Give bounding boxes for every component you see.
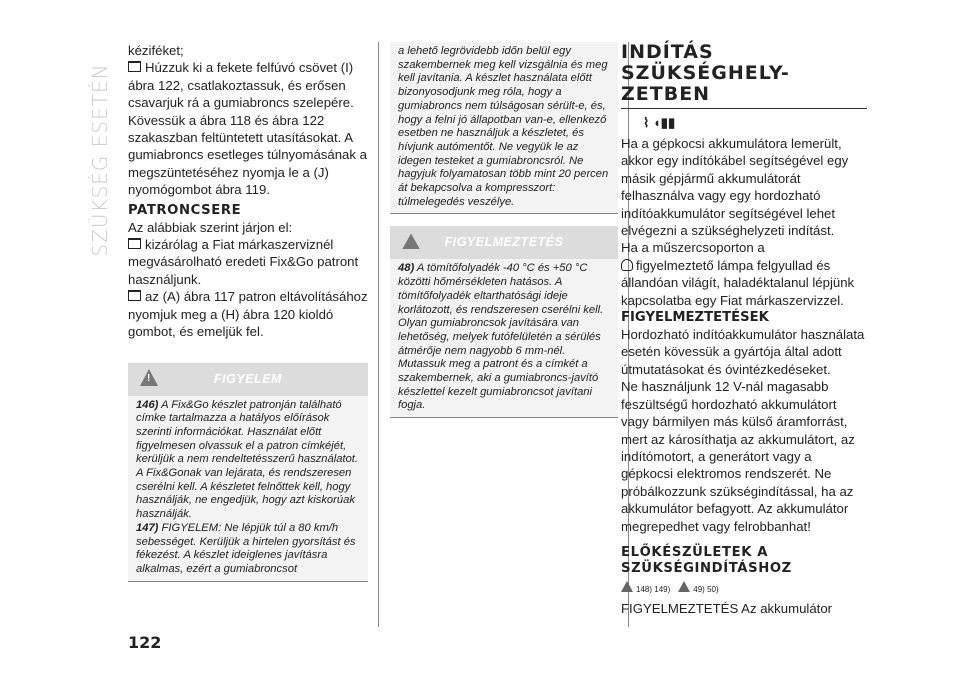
warning-triangle-icon [621,581,633,592]
section-heading: ELŐKÉSZÜLETEK A SZÜKSÉGINDÍTÁSHOZ [621,544,792,576]
bullet-icon [128,61,141,72]
caution-box [390,259,618,418]
column-2 [390,42,618,418]
battery-warning-icon: ⌇ ◖▮▮ [643,115,676,130]
bullet-paragraph: kizárólag a Fiat márkaszerviznél megvásárolható eredeti Fix&Go patront használjunk. [128,237,359,287]
note-text: A tömítőfolyadék -40 °C és +50 °C közötti hőmérsékleten hatásos. A tömítőfolyadék eltarthatósági ideje korlátozott, és rendszeresen cserélni kell. Olyan gumiabroncsok javítására van lehetőség, melyek futófelületén a sérülés átmérője nem nagyobb 6 mm-nél. Mutassuk meg a patront és a címkét a szakembernek, aki a gumiabroncs-javító készlettel kezelt gumiabroncsot javítani fogja. [398,262,604,412]
warning-box-continued [390,42,618,214]
warning-lamp-icon [621,259,633,271]
reference-list: 148) 149) 49) 50) [621,581,867,594]
section-title: SZÜKSÉG ESETÉN [88,63,112,257]
column-1 [128,42,368,582]
paragraph: Az alábbiak szerint járjon el: [128,219,293,235]
note-text: FIGYELEM: Ne lépjük túl a 80 km/h sebességet. Kerüljük a hirtelen gyorsítást és fékezést. A készlet ideiglenes javításra alkalmas, ezért a gumiabroncsot [136,521,356,575]
caution-title: FIGYELMEZTETÉS [444,235,564,250]
note-text: a lehető legrövidebb időn belül egy szakembernek meg kell vizsgálnia és meg kell javítania. A készlet használata előtt bizonyosodjunk meg róla, hogy a gumiabroncs nem túlságosan sérült-e, és, hogy a felni jó állapotban van-e, ellenkező esetben ne használjuk a készletet, és hívjunk autómentőt. Ne vegyük le az idegen testeket a gumiabroncsról. Ne hagyjuk folyamatosan több mint 20 percen át bekapcsolva a kompresszort: túlmelegedés veszélye. [398,45,609,208]
note-text: A Fix&Go készlet patronján található címke tartalmazza a hatályos előírások szerinti információkat. Használat előtt figyelmesen olvassuk el a patron címkéjét, kerüljük a nem rendeltetésszerű használatot. A Fix&Gonak van lejárata, és rendszeresen cserélni kell. A készletet felnőttek kell, hogy használják, ne engedjük, hogy azt kiskorúak használják. [136,398,359,521]
paragraph: Ha a gépkocsi akkumulátora lemerült, akkor egy indítókábel segítségével egy másik gépjármű akkumulátorát felhasználva vagy egy hordozható indítóakkumulátor segítségével lehet elvégezni a szükséghelyzeti indítást. [621,136,849,239]
warning-box [128,396,368,582]
side-tab [88,30,112,290]
heading-rule [621,108,867,109]
bullet-icon [128,238,141,249]
column-3 [621,42,867,617]
caution-header [390,226,618,259]
chapter-heading: INDÍTÁS SZÜKSÉGHELY- ZETBEN [621,41,790,105]
column-divider [378,42,379,627]
note-number: 146) [136,398,159,411]
bullet-paragraph: az (A) ábra 117 patron eltávolításához nyomjuk meg a (H) ábra 120 kioldó gombot, és emeljük fel. [128,289,368,340]
note-number: 147) [136,521,159,534]
paragraph: kéziféket; [128,43,184,58]
paragraph: figyelmeztető lámpa felgyullad és állandóan világít, haladéktalanul lépjünk kapcsolatba egy Fiat márkaszervizzel. [621,257,855,308]
section-heading: PATRONCSERE [128,202,242,218]
bullet-paragraph: Húzzuk ki a fekete felfúvó csövet (I) ábra 122, csatlakoztassuk, és erősen csavarjuk rá a gumiabroncs szelepére. Kövessük a ábra 118 és ábra 122 szakaszban feltüntetett utasításokat. A gumiabroncs esetleges túlnyomásának a megszüntetéséhez nyomja le a (J) nyomógombot ábra 119. [128,60,367,198]
paragraph: Ne használjunk 12 V-nál magasabb feszültségű hordozható akkumulátort vagy bármilyen más külső áramforrást, mert az károsíthatja az akkumulátort, az indítómotort, a generátort vagy a gépkocsi elektromos rendszerét. Ne próbálkozzunk szükségindítással, ha az akkumulátor befagyott. Az akkumulátor megrepedhet vagy felrobbanhat! [621,379,855,534]
paragraph: Hordozható indítóakkumulátor használata esetén kövessük a gyártója által adott útmutatásokat és óvintézkedéseket. [621,327,865,377]
paragraph: Ha a műszercsoporton a [621,240,765,256]
note-number: 48) [398,262,415,275]
paragraph: FIGYELMEZTETÉS Az akkumulátor [621,600,833,616]
bullet-icon [128,290,141,301]
warning-title: FIGYELEM [214,371,282,386]
caution-triangle-icon [678,581,690,592]
subheading: FIGYELMEZTETÉSEK [621,310,769,326]
page-number: 122 [128,633,162,652]
warning-header [128,363,368,396]
